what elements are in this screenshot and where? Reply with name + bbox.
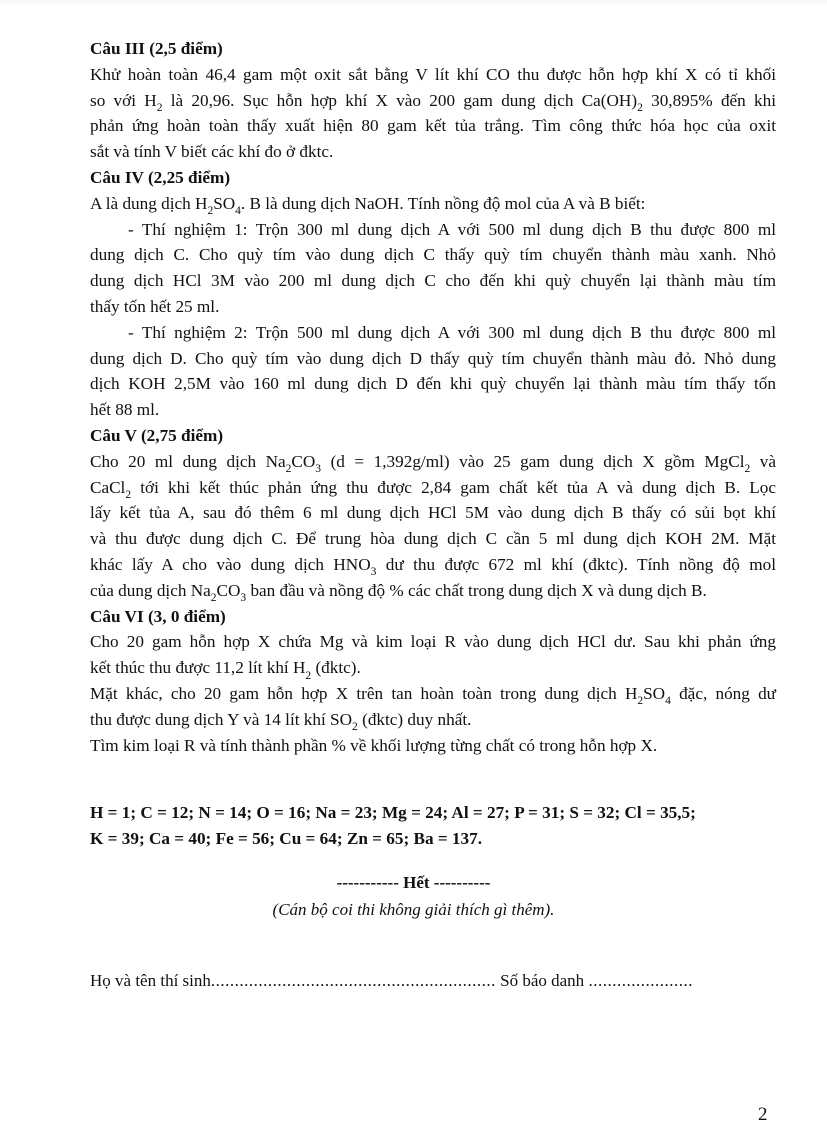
question-4-text: dung dịch D. Cho quỳ tím vào dung dịch D thấy quỳ tím chuyển thành màu đỏ. Nhỏ dung [90, 348, 776, 368]
atomic-masses-line: K = 39; Ca = 40; Fe = 56; Cu = 64; Zn = 65; Ba = 137. [90, 828, 482, 848]
question-3-text: sắt và tính V biết các khí đo ở đktc. [90, 142, 334, 162]
question-5-text: và thu được dung dịch C. Để trung hòa dung dịch C cần 5 ml dung dịch KOH 2M. Mặt [90, 529, 776, 549]
question-4-experiment-1: - Thí nghiệm 1: Trộn 300 ml dung dịch A với 500 ml dung dịch B thu được 800 ml [128, 219, 776, 239]
end-marker: ----------- Hết ---------- [336, 873, 491, 892]
question-4-text: hết 88 ml. [90, 400, 160, 420]
question-3-text: phản ứng hoàn toàn thấy xuất hiện 80 gam kết tủa trắng. Tìm công thức hóa học của oxit [90, 116, 776, 136]
question-4-text: A là dung dịch $H_2SO_4$. B là dung dịch NaOH. Tính nồng độ mol của A và B biết: [90, 193, 646, 218]
exam-questions [90, 36, 776, 758]
question-6-text: thu được dung dịch Y và 14 lít khí $SO_2$ (đktc) duy nhất. [90, 709, 472, 734]
question-4-experiment-2: - Thí nghiệm 2: Trộn 500 ml dung dịch A với 300 ml dung dịch B thu được 800 ml [128, 322, 776, 342]
question-4-title: Câu IV (2,25 điểm) [90, 167, 231, 187]
question-5-text: lấy kết tủa A, sau đó thêm 6 ml dung dịch HCl 5M vào dung dịch B thấy có sủi bọt khí [90, 503, 776, 523]
question-6-text: Tìm kim loại R và tính thành phần % về khối lượng từng chất có trong hỗn hợp X. [90, 735, 658, 755]
question-5-text: Cho 20 ml dung dịch $Na_2CO_3$ (d = 1,392g/ml) vào 25 gam dung dịch X gồm MgCl$_2$ và [90, 451, 776, 476]
candidate-name-blank: ............................................................ [210, 971, 496, 990]
atomic-masses-line: H = 1; C = 12; N = 14; O = 16; Na = 23; Mg = 24; Al = 27; P = 31; S = 32; Cl = 35,5; [90, 803, 696, 822]
question-6-text: Mặt khác, cho 20 gam hỗn hợp X trên tan hoàn toàn trong dung dịch $H_2SO_4$ đặc, nóng dư [90, 683, 776, 708]
question-5-title: Câu V (2,75 điểm) [90, 425, 224, 445]
question-6-text: kết thúc thu được 11,2 lít khí $H_2$ (đktc). [90, 658, 361, 682]
question-6-title: Câu VI (3, 0 điểm) [90, 606, 226, 626]
candidate-id-blank: ...................... [588, 971, 693, 990]
question-5-text: khác lấy A cho vào dung dịch $HNO_3$ dư thu được 672 ml khí (đktc). Tính nồng độ mol [90, 554, 776, 579]
question-4-text: thấy tốn hết 25 ml. [90, 296, 220, 316]
page-number: 2 [758, 1104, 768, 1125]
proctor-note: (Cán bộ coi thi không giải thích gì thêm). [272, 900, 555, 919]
question-6-text: Cho 20 gam hỗn hợp X chứa Mg và kim loại R vào dung dịch HCl dư. Sau khi phản ứng [90, 632, 776, 652]
candidate-name-label: Họ và tên thí sinh [90, 971, 211, 990]
question-3-text: so với $H_2$ là 20,96. Sục hỗn hợp khí X vào 200 gam dung dịch $Ca(OH)_2$ 30,895% đến khi [90, 90, 776, 115]
question-4-text: dung dịch HCl 3M vào 200 ml dung dịch C cho đến khi quỳ chuyển lại thành màu tím [90, 271, 776, 291]
question-3-title: Câu III (2,5 điểm) [90, 39, 223, 58]
question-5-text: của dung dịch $Na_2CO_3$ ban đầu và nồng độ % các chất trong dung dịch X và dung dịch B. [90, 580, 707, 605]
question-4-text: dịch KOH 2,5M vào 160 ml dung dịch D đến khi quỳ chuyển lại thành màu tím thấy tốn [90, 374, 776, 394]
question-4-text: dung dịch C. Cho quỳ tím vào dung dịch C thấy quỳ tím chuyển thành màu xanh. Nhỏ [90, 245, 776, 265]
candidate-info-line [90, 971, 770, 991]
question-3-text: Khử hoàn toàn 46,4 gam một oxit sắt bằng V lít khí CO thu được hỗn hợp khí X có tỉ khối [90, 64, 776, 84]
candidate-id-label: Số báo danh [500, 971, 585, 990]
question-5-text: CaCl$_2$ tới khi kết thúc phản ứng thu được 2,84 gam chất kết tủa A và dung dịch B. Lọc [90, 477, 776, 501]
atomic-masses [90, 800, 696, 851]
